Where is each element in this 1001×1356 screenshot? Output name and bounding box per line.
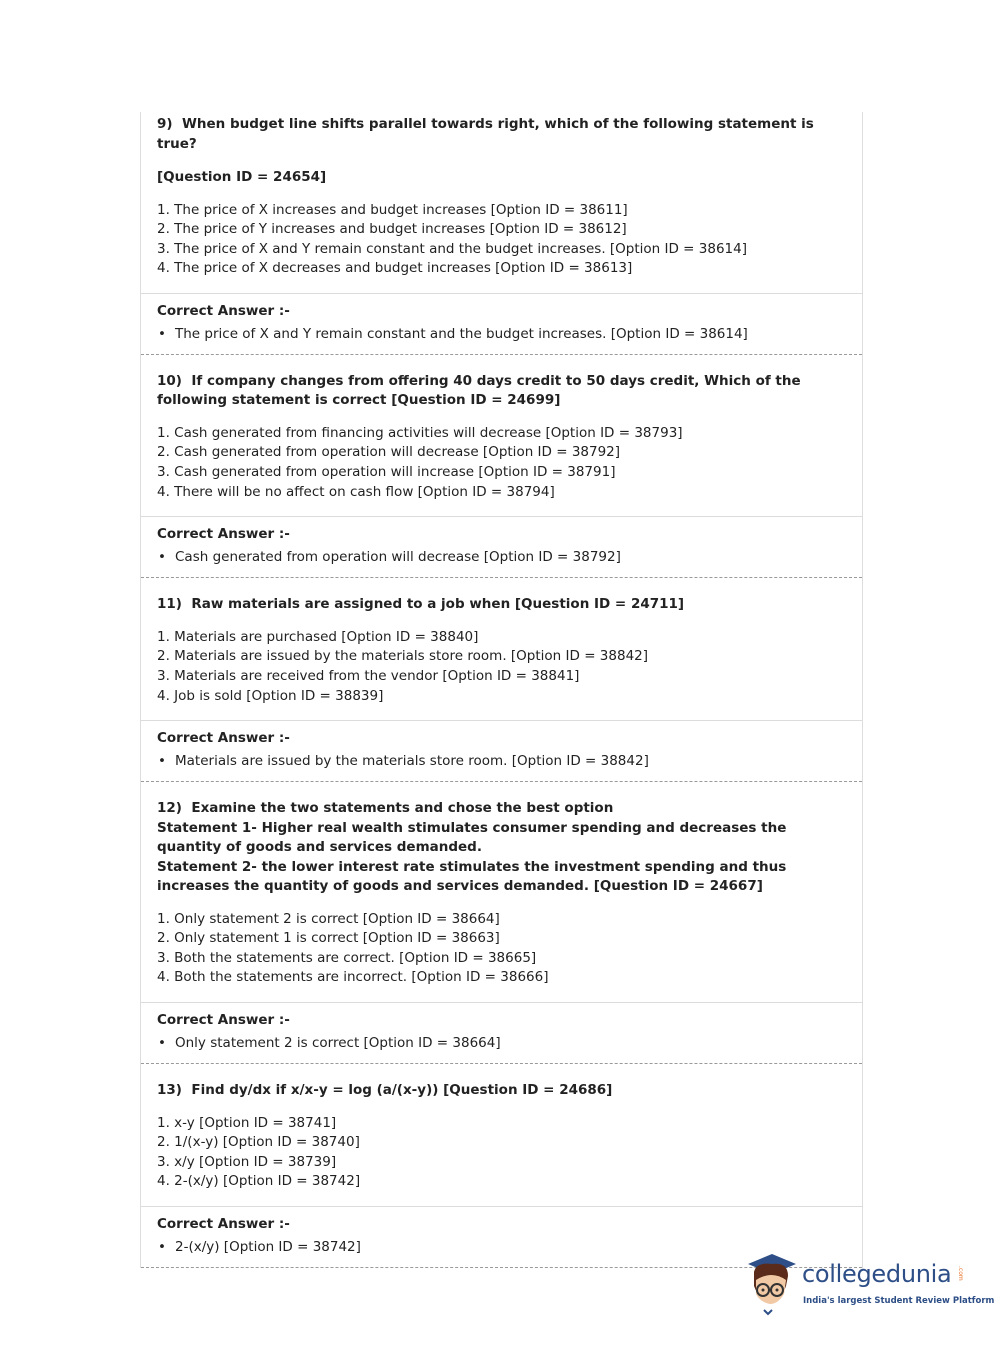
option-2: 2. Only statement 1 is correct [Option ID = 38663] xyxy=(157,930,500,947)
question-heading xyxy=(157,796,846,897)
option-4: 4. The price of X decreases and budget increases [Option ID = 38613] xyxy=(157,260,633,277)
logo-tagline: India's largest Student Review Platform xyxy=(803,1296,995,1306)
correct-answer-text: The price of X and Y remain constant and the budget increases. [Option ID = 38614] xyxy=(175,325,748,342)
options-list xyxy=(157,1114,846,1206)
question-12 xyxy=(141,796,862,1002)
correct-answer-title: Correct Answer :- xyxy=(157,1215,290,1232)
question-text: Find dy/dx if x/x-y = log (a/(x-y)) xyxy=(191,1082,439,1098)
option-2: 2. The price of Y increases and budget increases [Option ID = 38612] xyxy=(157,221,627,238)
option-1: 1. Only statement 2 is correct [Option ID = 38664] xyxy=(157,910,500,927)
bullet-icon: • xyxy=(158,549,166,566)
option-3: 3. Cash generated from operation will increase [Option ID = 38791] xyxy=(157,464,616,481)
correct-answer xyxy=(157,751,846,771)
correct-answer-section xyxy=(141,1003,862,1063)
question-id: [Question ID = 24654] xyxy=(157,169,327,185)
question-text: Raw materials are assigned to a job when xyxy=(191,596,511,613)
question-9 xyxy=(141,112,862,293)
question-id: [Question ID = 24686] xyxy=(443,1082,613,1098)
correct-answer-title: Correct Answer :- xyxy=(157,302,290,319)
correct-answer-text: Cash generated from operation will decrease [Option ID = 38792] xyxy=(175,549,621,566)
correct-answer-section xyxy=(141,517,862,577)
option-1: 1. Materials are purchased [Option ID = 38840] xyxy=(157,628,479,645)
correct-answer xyxy=(157,324,846,344)
correct-answer-section xyxy=(141,721,862,781)
correct-answer-text: 2-(x/y) [Option ID = 38742] xyxy=(175,1238,361,1255)
collegedunia-logo xyxy=(742,1250,995,1316)
question-number: 11) xyxy=(157,596,182,613)
graduate-mascot-icon xyxy=(742,1250,800,1316)
option-3: 3. Materials are received from the vendor [Option ID = 38841] xyxy=(157,667,580,684)
correct-answer xyxy=(157,547,846,567)
correct-answer-title: Correct Answer :- xyxy=(157,526,290,543)
question-13 xyxy=(141,1078,862,1206)
correct-answer xyxy=(157,1033,846,1053)
options-list xyxy=(157,628,846,720)
statement-1: Statement 1- Higher real wealth stimulates consumer spending and decreases the quantity of goods and services demanded. xyxy=(157,819,787,856)
option-2: 2. 1/(x-y) [Option ID = 38740] xyxy=(157,1134,360,1151)
option-3: 3. x/y [Option ID = 38739] xyxy=(157,1153,337,1170)
logo-wordmark: collegedunia xyxy=(802,1260,952,1288)
correct-answer-title: Correct Answer :- xyxy=(157,1012,290,1028)
correct-answer-text: Materials are issued by the materials store room. [Option ID = 38842] xyxy=(175,753,649,770)
question-heading xyxy=(157,112,846,188)
option-3: 3. Both the statements are correct. [Option ID = 38665] xyxy=(157,949,537,966)
question-text: If company changes from offering 40 days credit to 50 days credit, Which of the following statement is correct xyxy=(157,372,801,409)
option-4: 4. 2-(x/y) [Option ID = 38742] xyxy=(157,1173,361,1190)
options-list xyxy=(157,424,846,516)
bullet-icon: • xyxy=(158,753,166,770)
option-4: 4. There will be no affect on cash flow [Option ID = 38794] xyxy=(157,483,555,500)
question-id: [Question ID = 24711] xyxy=(514,596,685,613)
question-heading xyxy=(157,592,846,615)
bullet-icon: • xyxy=(158,325,166,342)
options-list xyxy=(157,910,846,1002)
bullet-icon: • xyxy=(158,1238,166,1255)
option-4: 4. Job is sold [Option ID = 38839] xyxy=(157,687,384,704)
option-3: 3. The price of X and Y remain constant and the budget increases. [Option ID = 38614] xyxy=(157,240,747,257)
logo-suffix: .com xyxy=(957,1266,964,1281)
question-heading xyxy=(157,1078,846,1101)
question-text: When budget line shifts parallel towards right, which of the following statement is true? xyxy=(157,116,814,152)
question-number: 10) xyxy=(157,372,182,389)
question-number: 9) xyxy=(157,116,173,132)
question-paper xyxy=(140,112,863,1268)
bullet-icon: • xyxy=(158,1035,166,1051)
correct-answer-title: Correct Answer :- xyxy=(157,730,290,747)
option-1: 1. Cash generated from financing activities will decrease [Option ID = 38793] xyxy=(157,424,683,441)
option-1: 1. The price of X increases and budget increases [Option ID = 38611] xyxy=(157,201,628,218)
option-1: 1. x-y [Option ID = 38741] xyxy=(157,1114,337,1131)
question-number: 13) xyxy=(157,1082,182,1098)
correct-answer-section xyxy=(141,294,862,354)
question-heading xyxy=(157,369,846,411)
question-text: Examine the two statements and chose the best option xyxy=(191,800,614,817)
option-4: 4. Both the statements are incorrect. [Option ID = 38666] xyxy=(157,969,549,986)
question-number: 12) xyxy=(157,800,182,817)
correct-answer-text: Only statement 2 is correct [Option ID = 38664] xyxy=(175,1035,501,1051)
question-id: [Question ID = 24667] xyxy=(593,878,763,895)
question-10 xyxy=(141,369,862,516)
question-11 xyxy=(141,592,862,720)
option-2: 2. Cash generated from operation will decrease [Option ID = 38792] xyxy=(157,444,621,461)
statement-2: Statement 2- the lower interest rate stimulates the investment spending and thus increases the quantity of goods and services demanded. xyxy=(157,858,787,895)
options-list xyxy=(157,201,846,293)
option-2: 2. Materials are issued by the materials store room. [Option ID = 38842] xyxy=(157,648,649,665)
question-id: [Question ID = 24699] xyxy=(391,392,561,409)
